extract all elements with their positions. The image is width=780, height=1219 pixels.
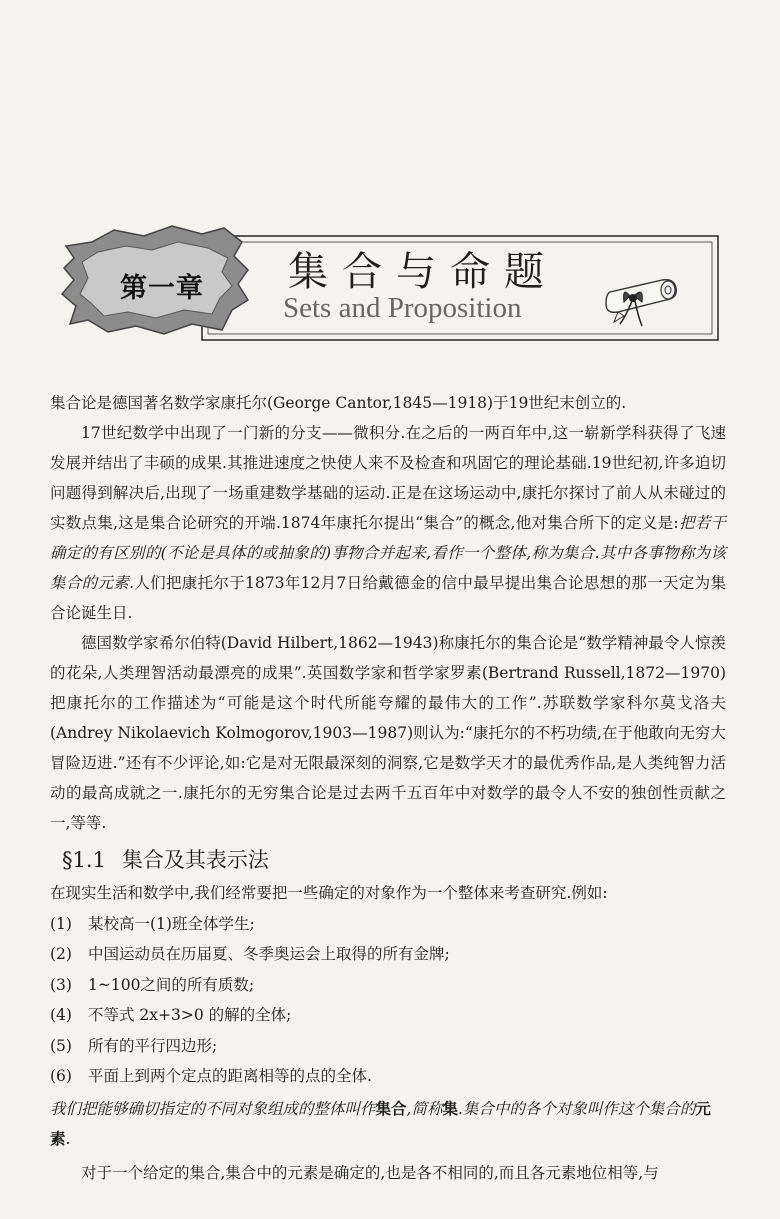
term-set-short: 集	[442, 1098, 458, 1118]
intro-text: 17世纪数学中出现了一门新的分支——微积分.在之后的一两百年中,这一崭新学科获得了飞速发展并结出了丰硕的成果.其推进速度之快使人来不及检查和巩固它的理论基础.19世纪初,许多迫切问题得到解决后,出现了一场重建数学基础的运动.正是在这场运动中,康托尔探讨了前人从未碰过的实数点集,这是集合论研究的开端.1874年康托尔提出“集合”的概念,他对集合所下的定义是:	[50, 424, 726, 532]
list-item	[50, 1061, 726, 1092]
list-text: 某校高一(1)班全体学生;	[88, 914, 255, 933]
list-item	[50, 1031, 726, 1062]
list-index: (4)	[50, 1006, 72, 1024]
list-item	[50, 939, 726, 970]
section-heading	[62, 844, 269, 874]
intro-text: 人们把康托尔于1873年12月7日给戴德金的信中最早提出集合论思想的那一天定为集合论诞生日.	[50, 574, 726, 622]
list-index: (1)	[50, 914, 72, 933]
chapter-intro	[50, 388, 726, 838]
list-index: (5)	[50, 1036, 72, 1055]
section-body	[50, 878, 726, 1188]
cantor-definition: 把若干确定的有区别的(不论是具体的或抽象的)事物合并起来,看作一个整体,称为集合.其中各事物称为该集合的元素.	[50, 514, 726, 592]
list-index: (3)	[50, 975, 72, 994]
section-title: 集合及其表示法	[121, 848, 269, 872]
list-index: (2)	[50, 945, 72, 963]
list-text: 不等式 2x+3>0 的解的全体;	[88, 1006, 292, 1024]
section-paragraph: 对于一个给定的集合,集合中的元素是确定的,也是各不相同的,而且各元素地位相等,与	[81, 1163, 659, 1182]
term-element: 元素	[50, 1098, 711, 1148]
definition-text: .	[65, 1129, 71, 1148]
list-index: (6)	[50, 1067, 72, 1085]
definition-text: ,简称	[406, 1099, 443, 1118]
chapter-subtitle: Sets and Proposition	[283, 292, 522, 324]
section-number: §1.1	[62, 848, 106, 872]
list-text: 平面上到两个定点的距离相等的点的全体.	[88, 1067, 372, 1085]
list-item	[50, 1000, 726, 1031]
intro-paragraph-1: 集合论是德国著名数学家康托尔(George Cantor,1845—1918)于19世纪末创立的.	[50, 394, 627, 412]
section-lead: 在现实生活和数学中,我们经常要把一些确定的对象作为一个整体来考查研究.例如:	[50, 884, 608, 902]
definition-text: .集合中的各个对象叫作这个集合的	[457, 1099, 696, 1118]
list-item	[50, 909, 726, 940]
list-text: 所有的平行四边形;	[88, 1036, 218, 1055]
intro-paragraph-3: 德国数学家希尔伯特(David Hilbert,1862—1943)称康托尔的集合论是“数学精神最令人惊羡的花朵,人类理智活动最漂亮的成果”.英国数学家和哲学家罗素(Bertrand Russell,1872—1970)把康托尔的工作描述为“可能是这个时代所能夸耀的最伟大的工作”.苏联数学家科尔莫戈洛夫(Andrey Nikolaevich Kolmogorov,1903—1987)则认为:“康托尔的不朽功绩,在于他敢向无穷大冒险迈进.”还有不少评论,如:它是对无限最深刻的洞察,它是数学天才的最优秀作品,是人类纯智力活动的最高成就之一.康托尔的无穷集合论是过去两千五百年中对数学的最令人不安的独创性贡献之一,等等.	[50, 634, 726, 832]
definition-text: 我们把能够确切指定的不同对象组成的整体叫作	[50, 1099, 376, 1118]
list-text: 中国运动员在历届夏、冬季奥运会上取得的所有金牌;	[88, 945, 450, 963]
chapter-title: 集合与命题	[288, 249, 558, 295]
list-item	[50, 970, 726, 1001]
chapter-badge: 第一章	[120, 272, 204, 304]
intro-paragraph-2	[50, 418, 726, 628]
chapter-header	[52, 212, 720, 352]
set-definition	[50, 1094, 726, 1154]
scroll-with-bow-icon	[604, 276, 682, 332]
list-text: 1~100之间的所有质数;	[88, 975, 255, 994]
term-set: 集合	[375, 1098, 407, 1118]
